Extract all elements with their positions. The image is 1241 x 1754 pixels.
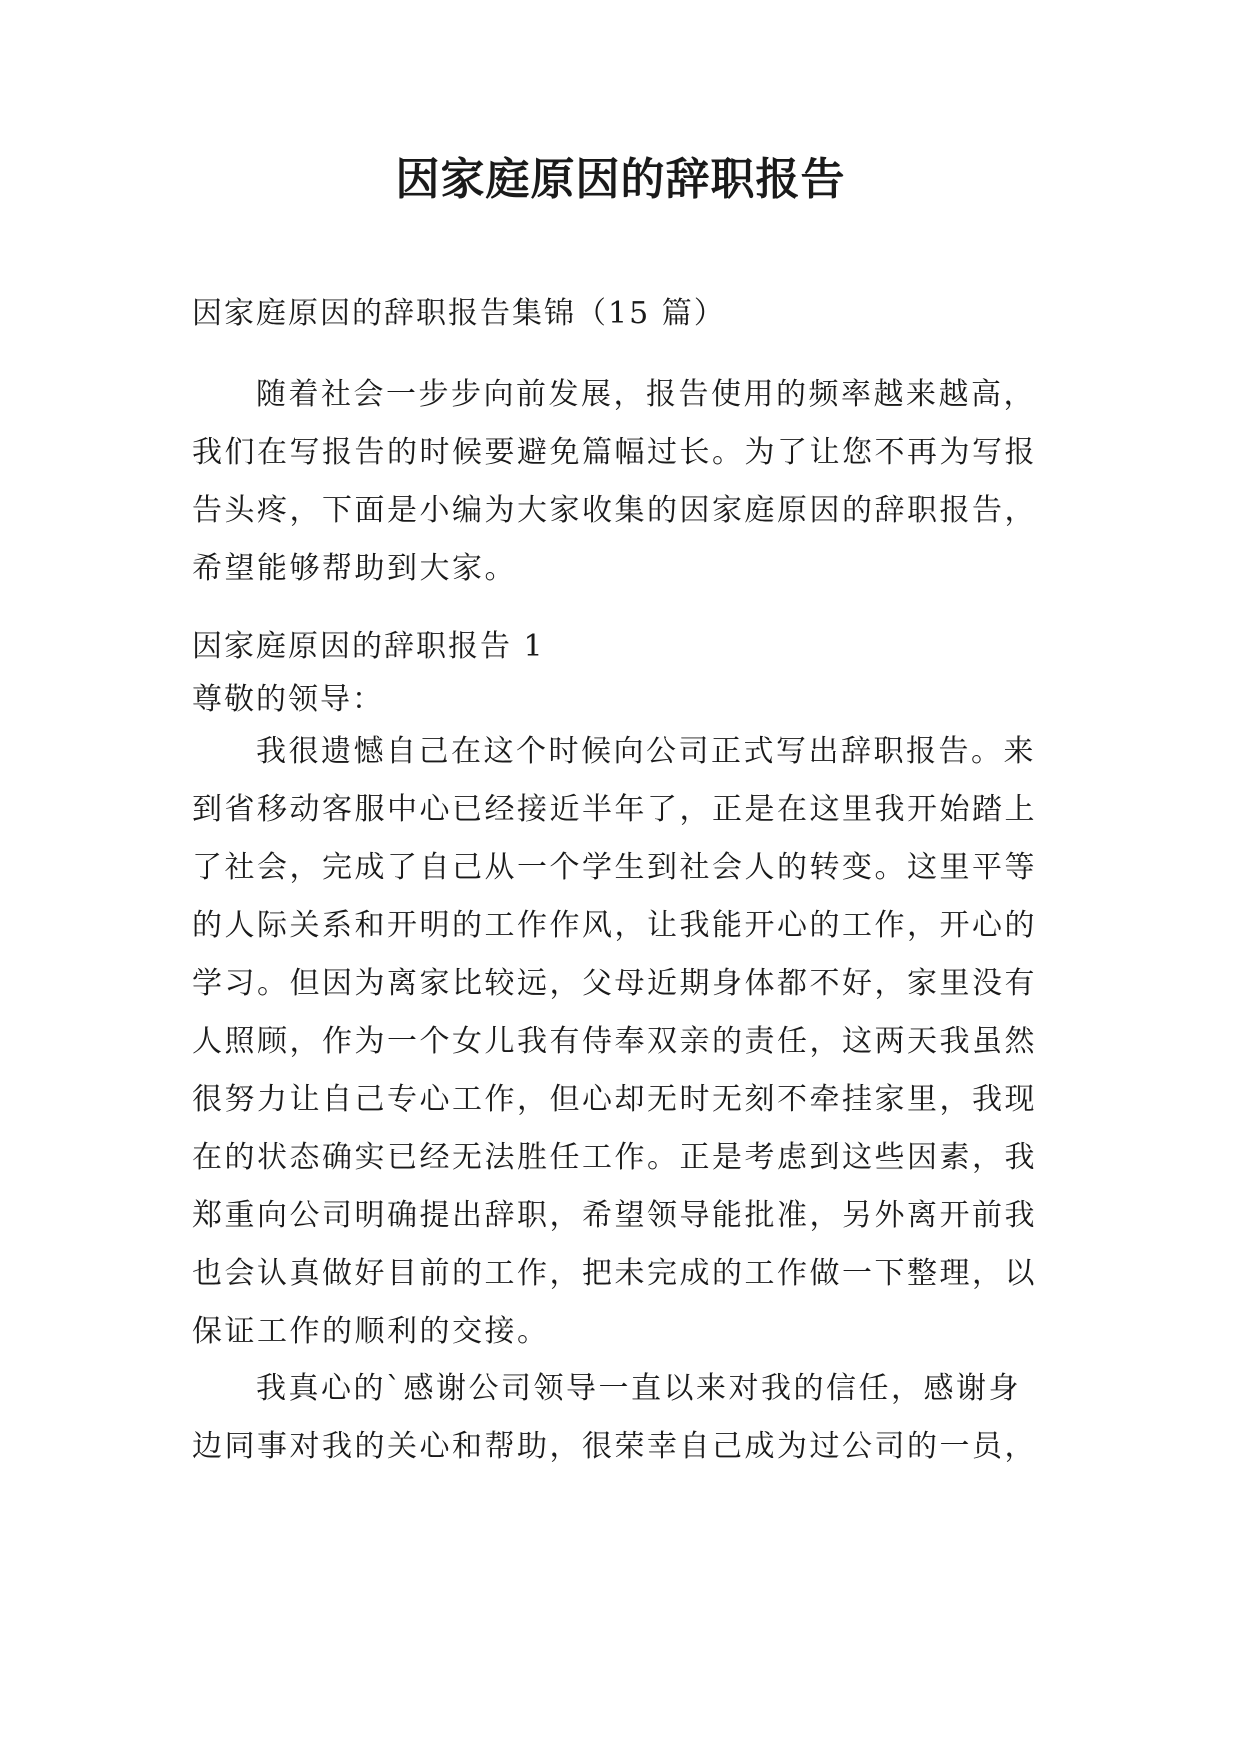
body-line: 我真心的`感谢公司领导一直以来对我的信任，感谢身 xyxy=(256,1371,1021,1406)
body-line: 也会认真做好目前的工作，把未完成的工作做一下整理，以 xyxy=(192,1256,1037,1291)
intro-line: 希望能够帮助到大家。 xyxy=(192,551,517,586)
body-line: 保证工作的顺利的交接。 xyxy=(192,1314,550,1349)
body-paragraph-2 xyxy=(192,1360,1052,1476)
body-line: 边同事对我的关心和帮助，很荣幸自己成为过公司的一员， xyxy=(192,1429,1037,1464)
body-line: 了社会，完成了自己从一个学生到社会人的转变。这里平等 xyxy=(192,850,1037,885)
body-line: 的人际关系和开明的工作作风，让我能开心的工作，开心的 xyxy=(192,908,1037,943)
salutation: 尊敬的领导： xyxy=(192,682,384,717)
body-line: 郑重向公司明确提出辞职，希望领导能批准，另外离开前我 xyxy=(192,1198,1037,1233)
body-line: 人照顾，作为一个女儿我有侍奉双亲的责任，这两天我虽然 xyxy=(192,1024,1037,1059)
intro-line: 告头疼，下面是小编为大家收集的因家庭原因的辞职报告， xyxy=(192,493,1037,528)
body-line: 到省移动客服中心已经接近半年了，正是在这里我开始踏上 xyxy=(192,792,1037,827)
body-line: 我很遗憾自己在这个时候向公司正式写出辞职报告。来 xyxy=(256,734,1036,769)
intro-line: 随着社会一步步向前发展，报告使用的频率越来越高， xyxy=(256,377,1036,412)
document-title: 因家庭原因的辞职报告 xyxy=(395,154,846,205)
body-paragraph-1 xyxy=(192,723,1052,1361)
section-heading: 因家庭原因的辞职报告 1 xyxy=(192,629,545,664)
body-line: 学习。但因为离家比较远，父母近期身体都不好，家里没有 xyxy=(192,966,1037,1001)
intro-line: 我们在写报告的时候要避免篇幅过长。为了让您不再为写报 xyxy=(192,435,1037,470)
body-line: 在的状态确实已经无法胜任工作。正是考虑到这些因素，我 xyxy=(192,1140,1037,1175)
body-line: 很努力让自己专心工作，但心却无时无刻不牵挂家里，我现 xyxy=(192,1082,1037,1117)
document-subtitle: 因家庭原因的辞职报告集锦（15 篇） xyxy=(192,296,726,331)
intro-paragraph xyxy=(192,366,1052,598)
